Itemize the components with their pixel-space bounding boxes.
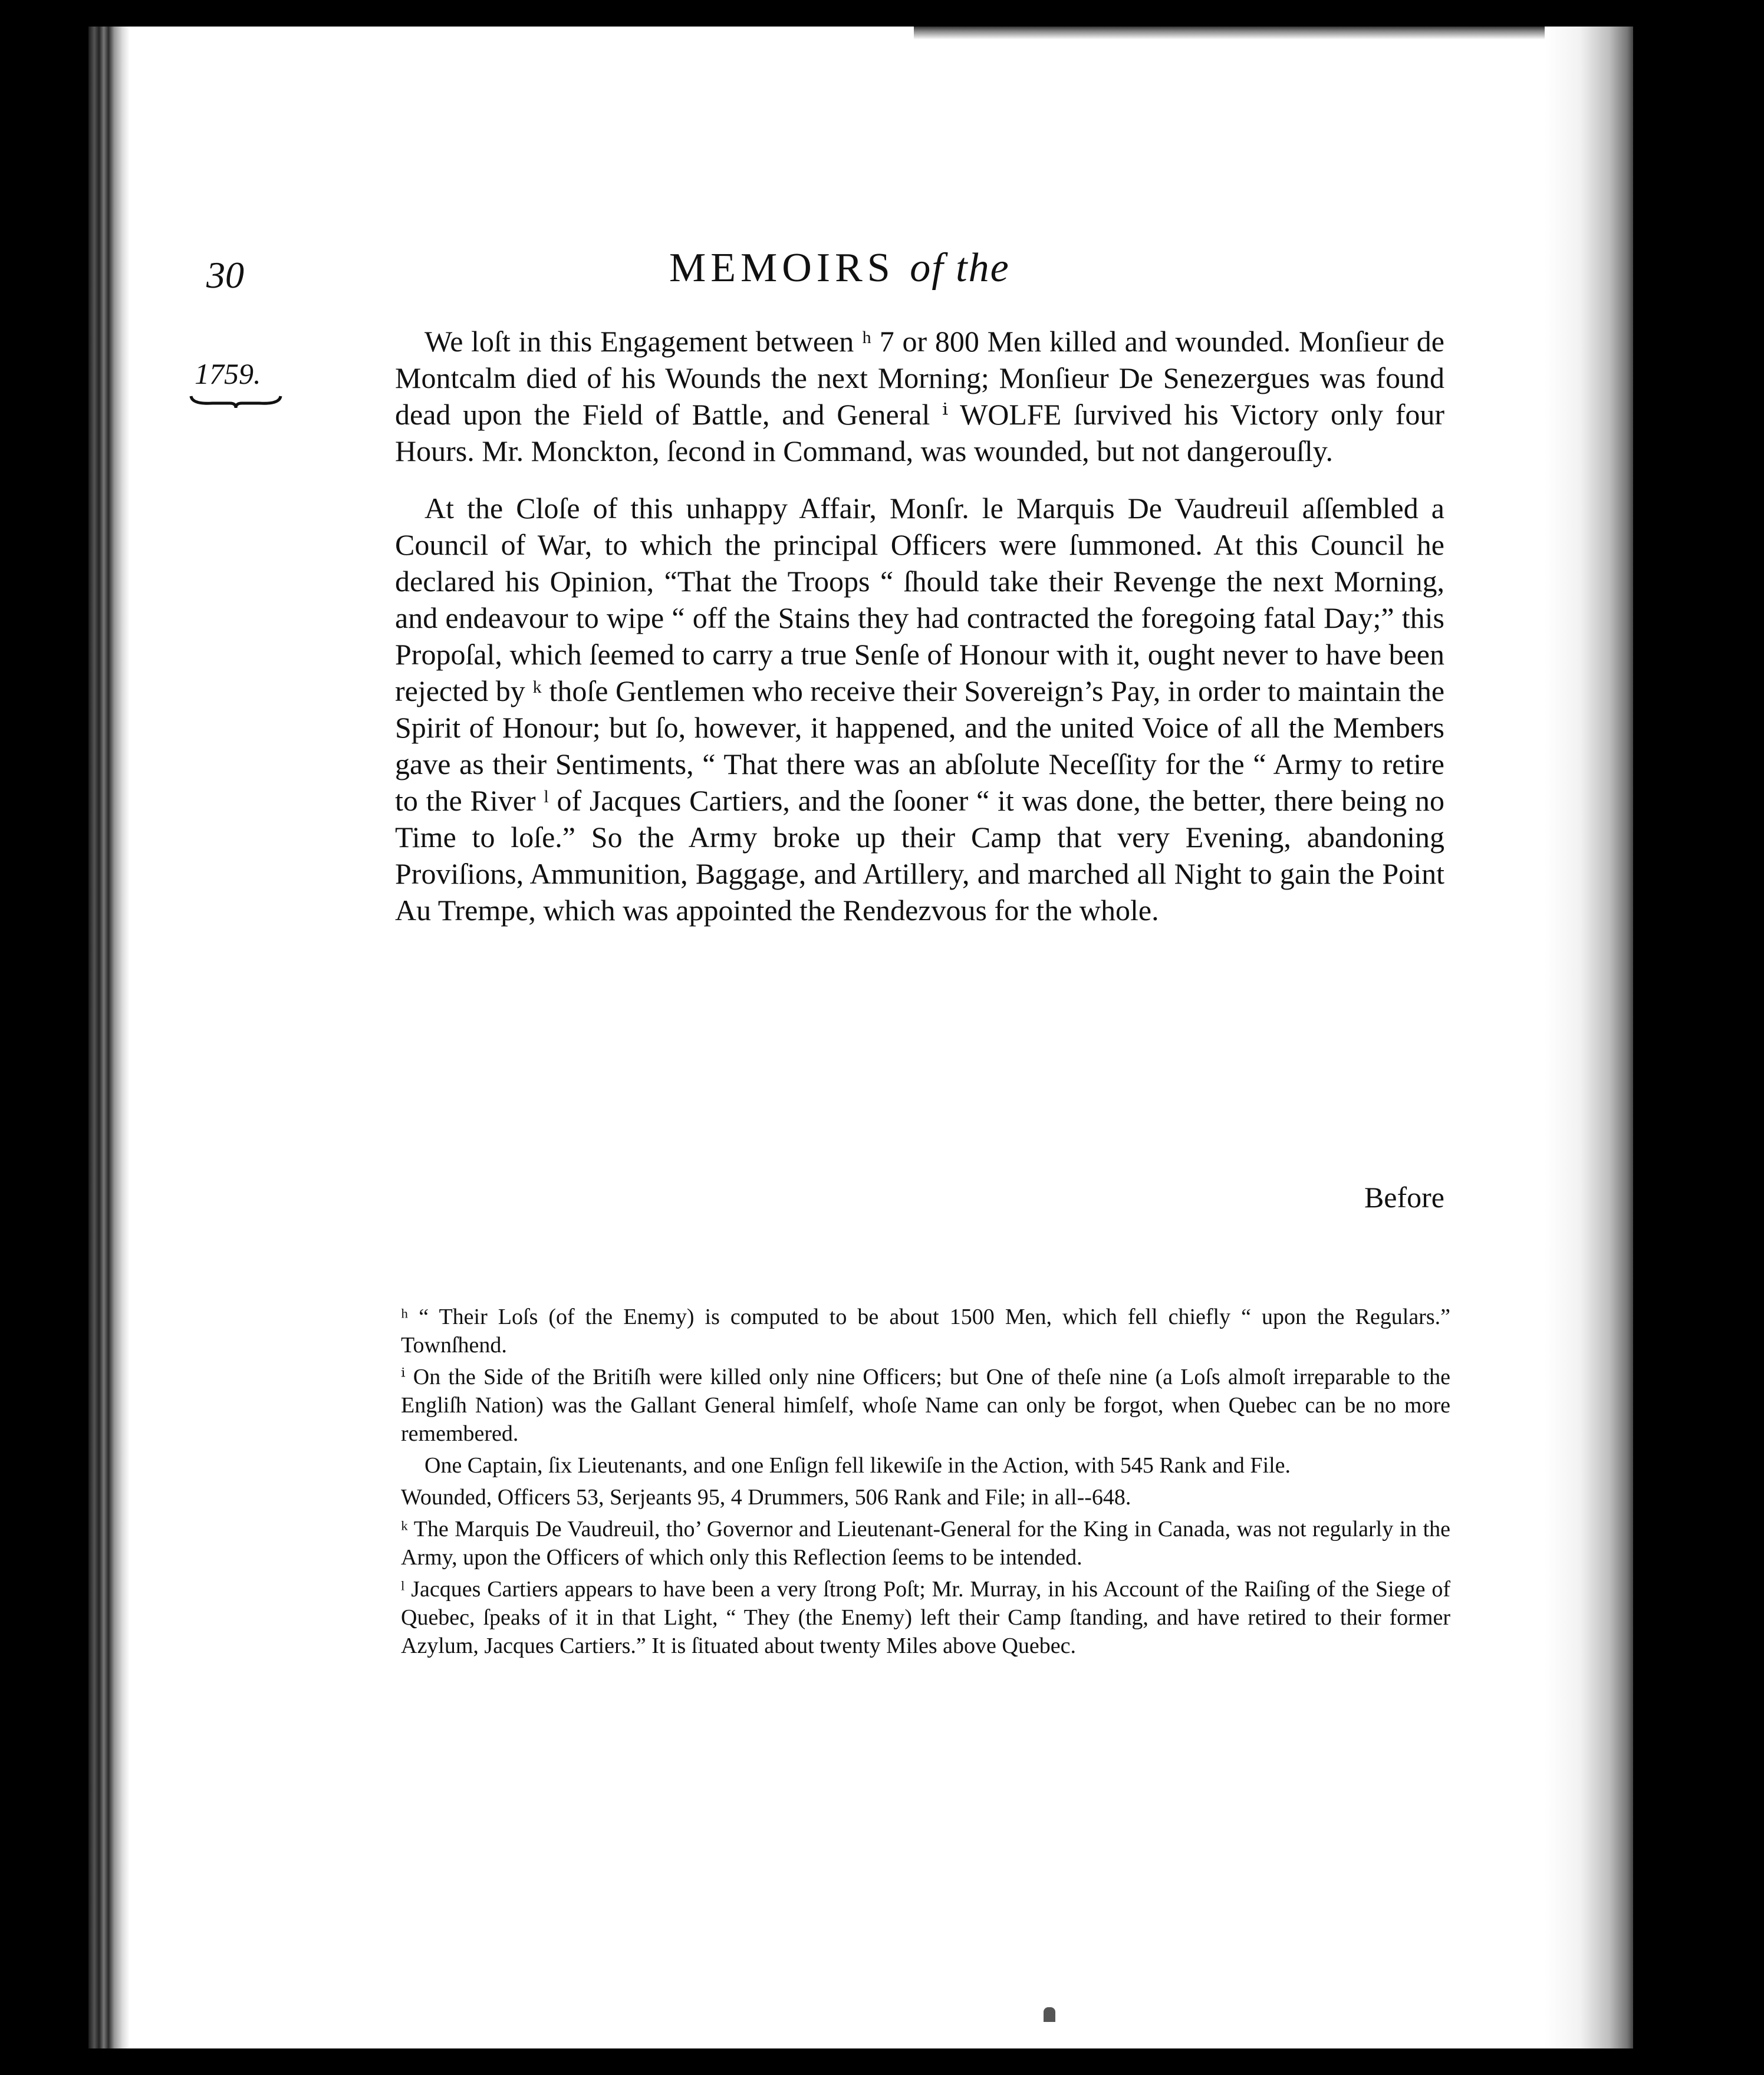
running-head-italic: of the (910, 245, 1010, 291)
paragraph: We loſt in this Engagement between ʰ 7 or 800 Men killed and wounded. Monſieur de Montcalm died of his Wounds the next Morning; Monſieur De Senezergues was found dead upon the Field of Battle, and General ⁱ WOLFE ſurvived his Victory only four Hours. Mr. Monckton, ſecond in Command, was wounded, but not dangerouſly. (395, 325, 1444, 467)
top-edge-shadow (914, 27, 1633, 39)
paragraph: At the Cloſe of this unhappy Affair, Monſr. le Marquis De Vaudreuil aſſembled a Council of War, to which the principal Officers were ſummoned. At this Council he declared his Opinion, “That the Troops “ ſhould take their Revenge the next Morning, and endeavour to wipe “ off the Stains they had contracted the foregoing fatal Day;” this Propoſal, which ſeemed to carry a true Senſe of Honour with it, ought never to have been rejected by ᵏ thoſe Gentlemen who receive their Sovereign’s Pay, in order to maintain the Spirit of Honour; but ſo, however, it happened, and the united Voice of all the Members gave as their Sentiments, “ That there was an abſolute Neceſſity for the “ Army to retire to the River ˡ of Jacques Cartiers, and the ſooner “ it was done, the better, there being no Time to loſe.” So the Army broke up their Camp that very Evening, abandoning Proviſions, Ammunition, Baggage, and Artillery, and marched all Night to gain the Point Au Trempe, which was appointed the Rendezvous for the whole. (395, 492, 1445, 927)
page-bottom-mark (1044, 2007, 1055, 2022)
running-head-caps: MEMOIRS (669, 245, 895, 291)
page-right-edge (1545, 27, 1633, 2048)
footnote: Wounded, Officers 53, Serjeants 95, 4 Drummers, 506 Rank and File; in all--648. (401, 1485, 1131, 1510)
footnote: One Captain, ſix Lieutenants, and one Enſign fell likewiſe in the Action, with 545 Rank and File. (424, 1453, 1291, 1478)
footnote: ʰ “ Their Loſs (of the Enemy) is computed to be about 1500 Men, which fell chiefly “ upon the Regulars.” Townſhend. (401, 1305, 1450, 1358)
book-gutter (88, 27, 130, 2048)
footnote: ᵏ The Marquis De Vaudreuil, tho’ Governor and Lieutenant-General for the King in Canada, was not regularly in the Army, upon the Officers of which only this Reflection ſeems to be intended. (401, 1517, 1450, 1570)
margin-brace-icon (189, 394, 283, 409)
footnote: ⁱ On the Side of the Britiſh were killed only nine Officers; but One of theſe nine (a Loſs almoſt irreparable to the Engliſh Nation) was the Gallant General himſelf, whoſe Name can only be forgot, when Quebec can be no more remembered. (401, 1365, 1450, 1446)
catchword: Before (1364, 1181, 1444, 1214)
footnote: ˡ Jacques Cartiers appears to have been a very ſtrong Poſt; Mr. Murray, in his Account of the Raiſing of the Siege of Quebec, ſpeaks of it in that Light, “ They (the Enemy) left their Camp ſtanding, and have retired to their former Azylum, Jacques Cartiers.” It is ſituated about twenty Miles above Quebec. (401, 1577, 1450, 1658)
footnotes (401, 1303, 1450, 1660)
margin-year: 1759. (195, 357, 261, 390)
main-text (395, 323, 1444, 928)
page-number: 30 (206, 254, 244, 296)
running-head (669, 245, 1010, 292)
